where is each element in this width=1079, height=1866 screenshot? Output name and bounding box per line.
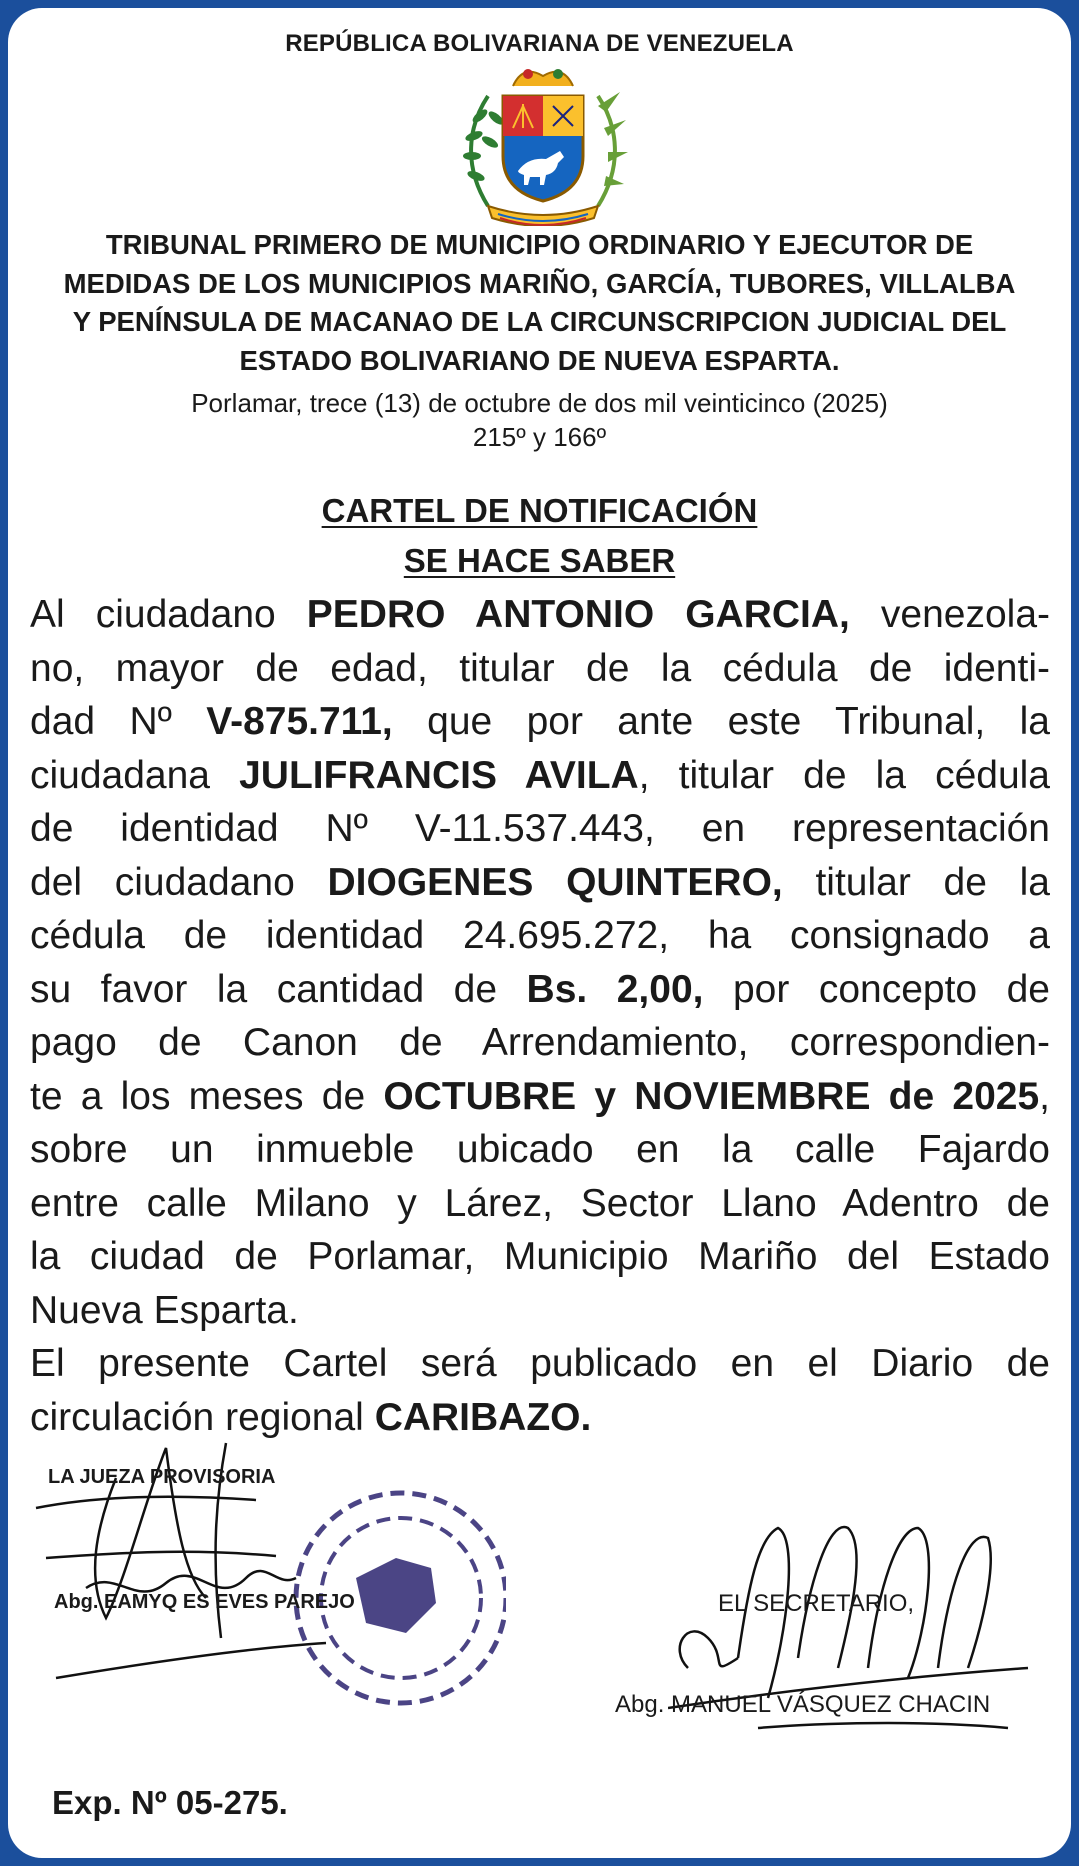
court-line: Y PENÍNSULA DE MACANAO DE LA CIRCUNSCRIPCION JUDICIAL DEL xyxy=(72,306,1007,337)
body-text-segment: Nueva Esparta. xyxy=(30,1288,299,1332)
bold-text: DIOGENES QUINTERO, xyxy=(327,860,783,904)
body-text-segment: cédula de identidad 24.695.272, ha consignado a xyxy=(30,914,1050,957)
court-line: TRIBUNAL PRIMERO DE MUNICIPIO ORDINARIO Y EJECUTOR DE xyxy=(105,229,974,260)
body-text-segment: venezola- xyxy=(849,593,1050,636)
bold-text: OCTUBRE y NOVIEMBRE de 2025 xyxy=(383,1074,1040,1118)
body-text-segment: circulación regional xyxy=(30,1395,375,1439)
judge-name: Abg. EAMYQ ES EVES PAREJO xyxy=(54,1591,355,1613)
notice-body-line xyxy=(30,642,1050,696)
judge-title: LA JUEZA PROVISORIA xyxy=(48,1466,276,1488)
body-text-segment: , titular de la cédula xyxy=(638,753,1050,797)
coat-of-arms-icon xyxy=(458,56,628,226)
notice-body-line xyxy=(30,963,1050,1017)
body-text-segment: entre calle Milano y Lárez, Sector Llano Adentro de xyxy=(30,1181,1050,1225)
body-text-segment: dad Nº xyxy=(30,700,207,743)
body-text-segment: pago de Canon de Arrendamiento, correspondien- xyxy=(30,1021,1050,1064)
years-line: 215º y 166º xyxy=(472,422,607,452)
bold-text: JULIFRANCIS AVILA xyxy=(239,753,639,797)
document-page xyxy=(8,8,1071,1858)
place-date-line: Porlamar, trece (13) de octubre de dos mil veinticinco (2025) xyxy=(191,388,888,418)
bold-text: PEDRO ANTONIO GARCIA, xyxy=(306,593,850,636)
place-date xyxy=(8,386,1071,454)
secretary-name: Abg. MANUEL VÁSQUEZ CHACIN xyxy=(615,1691,991,1718)
notice-body-line xyxy=(30,749,1050,803)
notice-body-line xyxy=(30,856,1050,910)
notice-subtitle: SE HACE SABER xyxy=(403,542,676,579)
body-text-segment: no, mayor de edad, titular de la cédula de identi- xyxy=(30,646,1050,690)
court-line: MEDIDAS DE LOS MUNICIPIOS MARIÑO, GARCÍA, TUBORES, VILLALBA xyxy=(63,267,1016,299)
notice-body-line xyxy=(30,1123,1050,1177)
country-title: REPÚBLICA BOLIVARIANA DE VENEZUELA xyxy=(285,30,794,57)
body-text-segment: ciudadana xyxy=(30,753,240,797)
notice-body-line xyxy=(30,802,1050,856)
body-text-segment: te a los meses de xyxy=(30,1074,384,1118)
court-line: ESTADO BOLIVARIANO DE NUEVA ESPARTA. xyxy=(239,344,840,376)
body-text-segment: por concepto de xyxy=(703,967,1050,1011)
notice-body xyxy=(30,588,1050,1444)
bold-text: CARIBAZO. xyxy=(374,1395,592,1439)
notice-body-line xyxy=(30,1016,1050,1070)
bold-text: Bs. 2,00, xyxy=(526,967,704,1011)
notice-body-line xyxy=(30,1284,1050,1338)
notice-body-line xyxy=(30,1391,1050,1445)
secretary-title: EL SECRETARIO, xyxy=(718,1590,915,1617)
notice-body-line xyxy=(30,588,1050,642)
body-text-segment: de identidad Nº V-11.537.443, en representación xyxy=(30,807,1050,850)
notice-body-line xyxy=(30,1070,1050,1124)
expediente-number: Exp. Nº 05-275. xyxy=(52,1784,288,1821)
body-text-segment: , xyxy=(1039,1074,1050,1118)
court-name xyxy=(26,226,1053,380)
notice-body-line xyxy=(30,1337,1050,1391)
notice-body-line xyxy=(30,1230,1050,1284)
notice-heading xyxy=(8,486,1071,586)
notice-body-line xyxy=(30,909,1050,963)
body-text-segment: del ciudadano xyxy=(30,860,328,904)
body-text-segment: que por ante este Tribunal, la xyxy=(392,700,1050,743)
secretary-signature-icon xyxy=(668,1508,1048,1778)
body-text-segment: la ciudad de Porlamar, Municipio Mariño del Estado xyxy=(30,1235,1050,1278)
notice-body-line xyxy=(30,1177,1050,1231)
body-text-segment: titular de la xyxy=(782,860,1050,904)
body-text-segment: Al ciudadano xyxy=(30,593,307,636)
notice-title: CARTEL DE NOTIFICACIÓN xyxy=(321,492,758,529)
body-text-segment: sobre un inmueble ubicado en la calle Fajardo xyxy=(30,1128,1050,1171)
body-text-segment: su favor la cantidad de xyxy=(30,967,527,1011)
notice-body-line xyxy=(30,695,1050,749)
bold-text: V-875.711, xyxy=(206,700,393,743)
body-text-segment: El presente Cartel será publicado en el Diario de xyxy=(30,1342,1050,1385)
